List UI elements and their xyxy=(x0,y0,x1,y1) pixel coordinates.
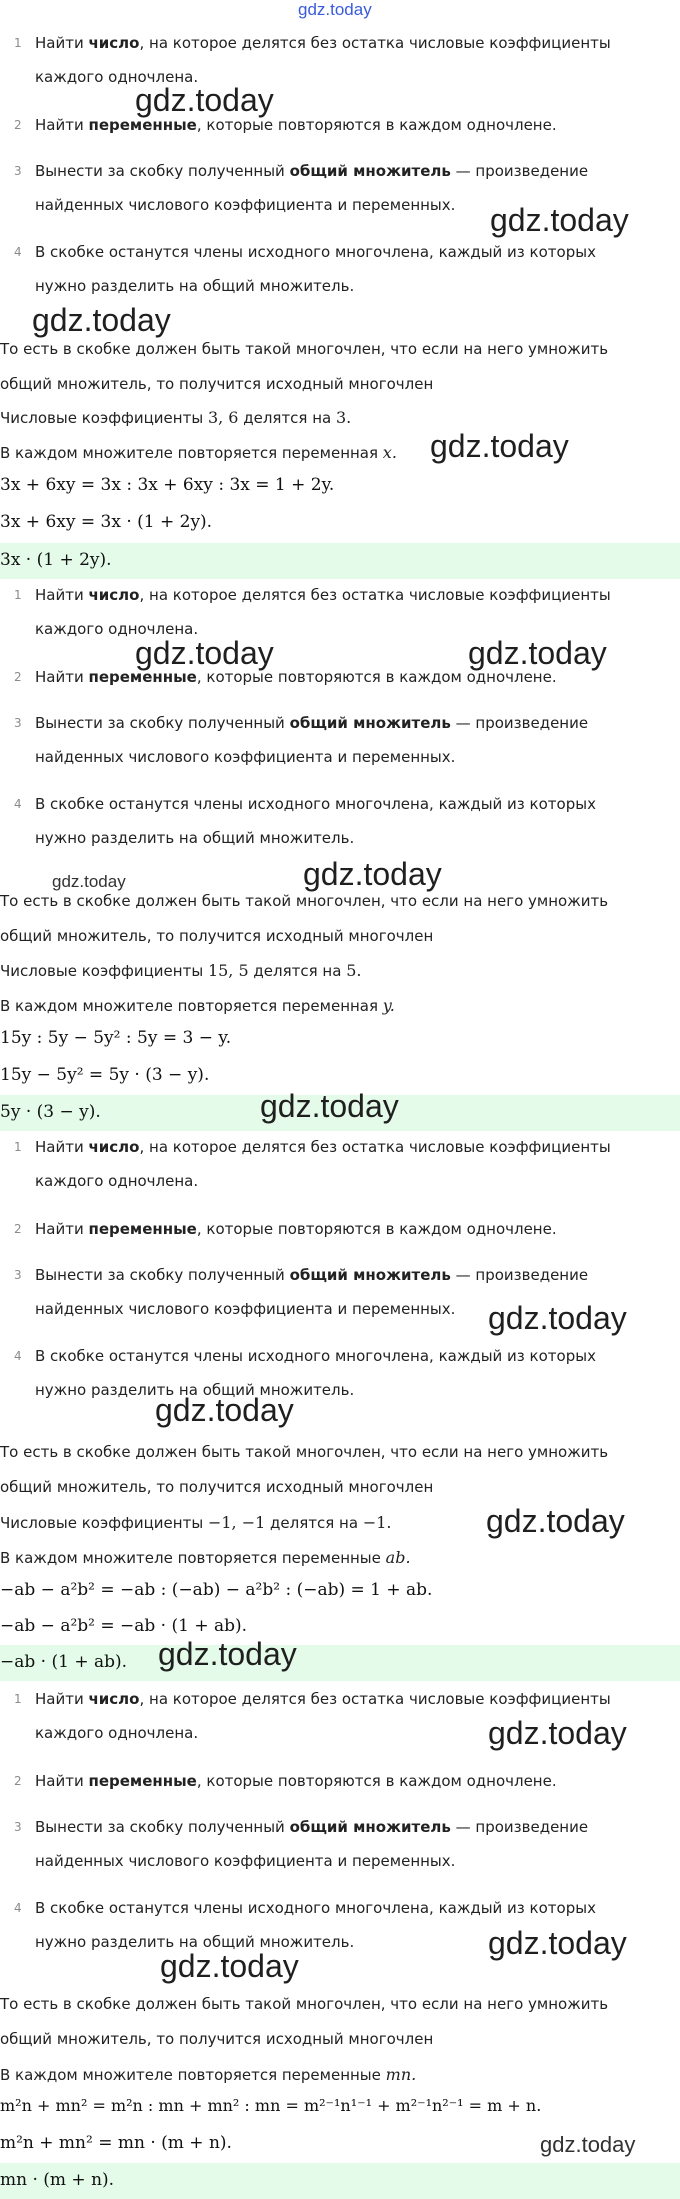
step-text: Найти число, на которое делятся без остатка числовые коэффициенты xyxy=(35,1690,611,1708)
step-number: 1 xyxy=(14,588,22,602)
variables-line: В каждом множителе повторяется переменные ab. xyxy=(0,1548,411,1567)
step-text-line2: найденных числового коэффициента и переменных. xyxy=(35,196,456,214)
equation-1: −ab − a²b² = −ab : (−ab) − a²b² : (−ab) = 1 + ab. xyxy=(0,1580,433,1600)
step-number: 2 xyxy=(14,1774,22,1788)
step-text: В скобке останутся члены исходного многочлена, каждый из которых xyxy=(35,1899,596,1917)
answer-box xyxy=(0,2163,680,2199)
watermark: gdz.today xyxy=(260,1088,399,1124)
step-text-line2: нужно разделить на общий множитель. xyxy=(35,1933,355,1951)
answer-text: 5y · (3 − y). xyxy=(0,1102,101,1122)
step-number: 2 xyxy=(14,1222,22,1236)
step-text: Вынести за скобку полученный общий множитель — произведение xyxy=(35,1818,589,1836)
equation-1: 3x + 6xy = 3x : 3x + 6xy : 3x = 1 + 2y. xyxy=(0,475,335,495)
watermark: gdz.today xyxy=(430,428,569,464)
step-number: 3 xyxy=(14,164,22,178)
step-number: 3 xyxy=(14,1820,22,1834)
watermark: gdz.today xyxy=(488,1925,627,1961)
step-number: 4 xyxy=(14,245,22,259)
step-text-line2: нужно разделить на общий множитель. xyxy=(35,277,355,295)
watermark: gdz.today xyxy=(135,82,274,118)
step-number: 1 xyxy=(14,36,22,50)
equation-2: −ab − a²b² = −ab · (1 + ab). xyxy=(0,1616,248,1636)
step-text-line2: каждого одночлена. xyxy=(35,620,199,638)
equation-1: 15y : 5y − 5y² : 5y = 3 − y. xyxy=(0,1028,232,1048)
step-number: 4 xyxy=(14,1349,22,1363)
watermark: gdz.today xyxy=(135,635,274,671)
step-text-line2: каждого одночлена. xyxy=(35,1172,199,1190)
equation-2: 15y − 5y² = 5y · (3 − y). xyxy=(0,1065,210,1085)
watermark: gdz.today xyxy=(303,856,442,892)
step-text: В скобке останутся члены исходного многочлена, каждый из которых xyxy=(35,795,596,813)
watermark: gdz.today xyxy=(158,1636,297,1672)
step-text: Найти переменные, которые повторяются в каждом одночлене. xyxy=(35,1220,557,1238)
explanation-line2: общий множитель, то получится исходный многочлен xyxy=(0,927,434,945)
answer-text: −ab · (1 + ab). xyxy=(0,1652,128,1672)
step-number: 4 xyxy=(14,1901,22,1915)
watermark: gdz.today xyxy=(488,1715,627,1751)
step-text-line2: найденных числового коэффициента и переменных. xyxy=(35,1852,456,1870)
equation-2: m²n + mn² = mn · (m + n). xyxy=(0,2133,232,2153)
answer-text: mn · (m + n). xyxy=(0,2170,115,2190)
step-text-line2: найденных числового коэффициента и переменных. xyxy=(35,1300,456,1318)
step-number: 1 xyxy=(14,1692,22,1706)
step-number: 3 xyxy=(14,716,22,730)
step-number: 1 xyxy=(14,1140,22,1154)
step-text: В скобке останутся члены исходного многочлена, каждый из которых xyxy=(35,243,596,261)
watermark: gdz.today xyxy=(486,1503,625,1539)
step-text: Найти число, на которое делятся без остатка числовые коэффициенты xyxy=(35,586,611,604)
step-text: Найти число, на которое делятся без остатка числовые коэффициенты xyxy=(35,34,611,52)
step-text: Вынести за скобку полученный общий множитель — произведение xyxy=(35,162,589,180)
step-text-line2: нужно разделить на общий множитель. xyxy=(35,829,355,847)
equation-2: 3x + 6xy = 3x · (1 + 2y). xyxy=(0,512,213,532)
answer-box xyxy=(0,1645,680,1681)
variables-line: В каждом множителе повторяется переменная y. xyxy=(0,996,395,1015)
explanation-line2: общий множитель, то получится исходный многочлен xyxy=(0,375,434,393)
watermark: gdz.today xyxy=(155,1392,294,1428)
watermark: gdz.today xyxy=(490,202,629,238)
answer-text: 3x · (1 + 2y). xyxy=(0,550,112,570)
step-number: 3 xyxy=(14,1268,22,1282)
watermark-small: gdz.today xyxy=(540,2132,636,2157)
explanation-line2: общий множитель, то получится исходный многочлен xyxy=(0,1478,434,1496)
watermark-small: gdz.today xyxy=(52,872,126,891)
coefficients-line: Числовые коэффициенты 3, 6 делятся на 3. xyxy=(0,408,352,427)
step-text: Найти число, на которое делятся без остатка числовые коэффициенты xyxy=(35,1138,611,1156)
explanation-line1: То есть в скобке должен быть такой многочлен, что если на него умножить xyxy=(0,340,609,358)
watermark: gdz.today xyxy=(488,1300,627,1336)
step-number: 4 xyxy=(14,797,22,811)
step-text-line2: нужно разделить на общий множитель. xyxy=(35,1381,355,1399)
variables-line: В каждом множителе повторяется переменная x. xyxy=(0,443,397,462)
step-text-line2: каждого одночлена. xyxy=(35,1724,199,1742)
coefficients-line: Числовые коэффициенты −1, −1 делятся на −1. xyxy=(0,1513,392,1532)
explanation-line1: То есть в скобке должен быть такой многочлен, что если на него умножить xyxy=(0,892,609,910)
coefficients-line: Числовые коэффициенты 15, 5 делятся на 5. xyxy=(0,961,362,980)
step-text: В скобке останутся члены исходного многочлена, каждый из которых xyxy=(35,1347,596,1365)
watermark: gdz.today xyxy=(32,302,171,338)
explanation-line1: То есть в скобке должен быть такой многочлен, что если на него умножить xyxy=(0,1995,609,2013)
step-text-line2: найденных числового коэффициента и переменных. xyxy=(35,748,456,766)
step-text: Вынести за скобку полученный общий множитель — произведение xyxy=(35,714,589,732)
step-text: Найти переменные, которые повторяются в каждом одночлене. xyxy=(35,116,557,134)
step-number: 2 xyxy=(14,118,22,132)
step-text: Вынести за скобку полученный общий множитель — произведение xyxy=(35,1266,589,1284)
step-text: Найти переменные, которые повторяются в каждом одночлене. xyxy=(35,668,557,686)
explanation-line2: общий множитель, то получится исходный многочлен xyxy=(0,2030,434,2048)
step-text: Найти переменные, которые повторяются в каждом одночлене. xyxy=(35,1772,557,1790)
answer-box xyxy=(0,543,680,579)
watermark: gdz.today xyxy=(468,635,607,671)
explanation-line1: То есть в скобке должен быть такой многочлен, что если на него умножить xyxy=(0,1443,609,1461)
variables-line: В каждом множителе повторяется переменные mn. xyxy=(0,2065,417,2084)
equation-1: m²n + mn² = m²n : mn + mn² : mn = m²⁻¹n¹⁻¹ + m²⁻¹n²⁻¹ = m + n. xyxy=(0,2096,542,2115)
step-number: 2 xyxy=(14,670,22,684)
top-watermark: gdz.today xyxy=(298,0,372,19)
step-text-line2: каждого одночлена. xyxy=(35,68,199,86)
watermark: gdz.today xyxy=(160,1948,299,1984)
